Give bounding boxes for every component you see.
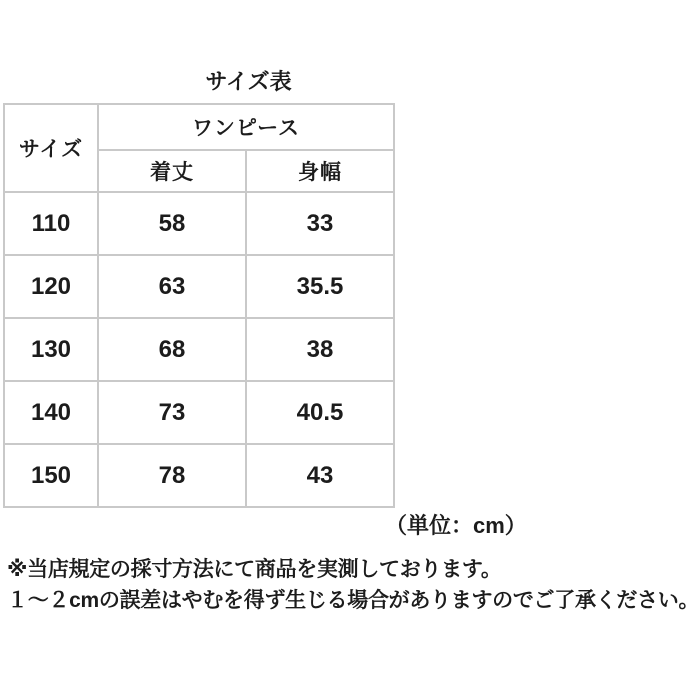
cell-size: 120 xyxy=(4,255,98,318)
cell-length: 78 xyxy=(98,444,246,507)
unit-note: （単位：cm） xyxy=(385,513,527,538)
col-header-width: 身幅 xyxy=(246,150,394,192)
cell-size: 150 xyxy=(4,444,98,507)
size-table xyxy=(3,103,395,508)
cell-size: 110 xyxy=(4,192,98,255)
note-tolerance: １～２cmの誤差はやむを得ず生じる場合がありますのでご了承ください。 xyxy=(7,589,700,612)
table-header-group-row xyxy=(4,104,394,150)
col-header-length: 着丈 xyxy=(98,150,246,192)
cell-width: 40.5 xyxy=(246,381,394,444)
cell-size: 140 xyxy=(4,381,98,444)
cell-length: 68 xyxy=(98,318,246,381)
cell-length: 63 xyxy=(98,255,246,318)
cell-length: 73 xyxy=(98,381,246,444)
table-row xyxy=(4,192,394,255)
table-row xyxy=(4,255,394,318)
cell-length: 58 xyxy=(98,192,246,255)
cell-width: 38 xyxy=(246,318,394,381)
table-row xyxy=(4,318,394,381)
cell-width: 35.5 xyxy=(246,255,394,318)
table-row xyxy=(4,381,394,444)
cell-width: 33 xyxy=(246,192,394,255)
table-row xyxy=(4,444,394,507)
cell-size: 130 xyxy=(4,318,98,381)
cell-width: 43 xyxy=(246,444,394,507)
col-group-header-onepiece: ワンピース xyxy=(98,104,394,150)
page-title: サイズ表 xyxy=(205,69,292,94)
note-measurement-method: ※当店規定の採寸方法にて商品を実測しております。 xyxy=(7,558,502,581)
col-header-size: サイズ xyxy=(4,104,98,192)
